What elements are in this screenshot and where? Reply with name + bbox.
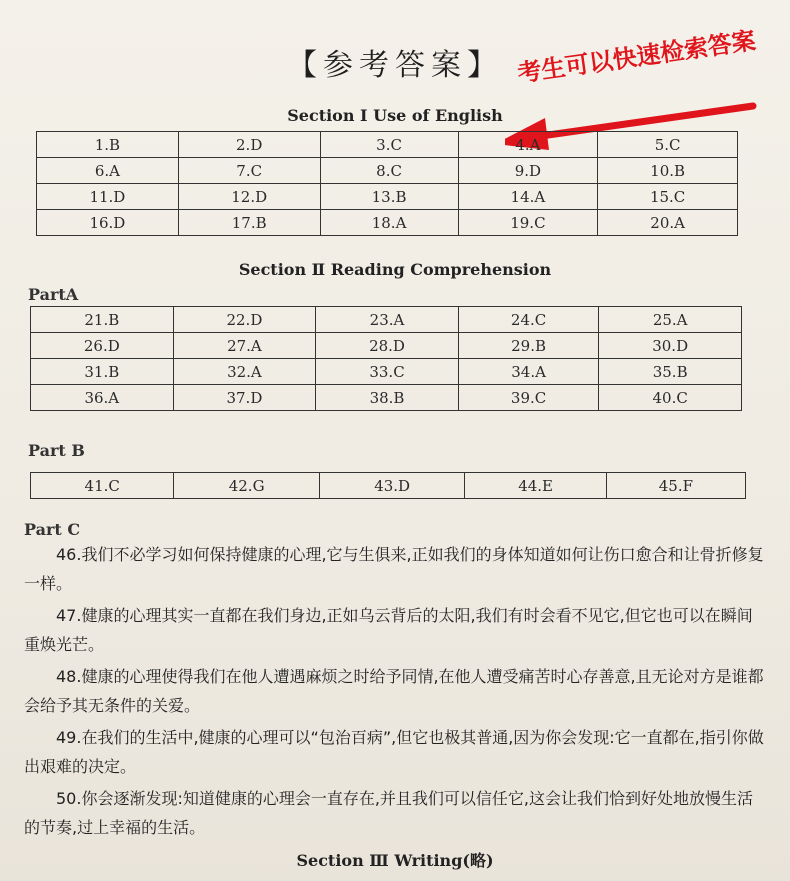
answer-row <box>31 307 742 333</box>
answer-cell: 4.A <box>458 132 598 158</box>
partC-paragraph-46: 46.我们不必学习如何保持健康的心理,它与生俱来,正如我们的身体知道如何让伤口愈合和让骨折修复一样。 <box>24 545 764 593</box>
answer-row <box>37 210 738 236</box>
answer-cell: 23.A <box>316 307 459 333</box>
answer-cell: 5.C <box>598 132 738 158</box>
partC-text <box>24 540 764 845</box>
partC-paragraph-49: 49.在我们的生活中,健康的心理可以“包治百病”,但它也极其普通,因为你会发现:它一直都在,指引你做出艰难的决定。 <box>24 728 764 776</box>
page-title: 【参考答案】 <box>287 48 503 83</box>
answer-row <box>31 359 742 385</box>
answer-cell: 39.C <box>458 385 599 411</box>
answer-cell: 37.D <box>173 385 316 411</box>
answer-cell: 40.C <box>599 385 742 411</box>
answer-row <box>31 333 742 359</box>
answer-cell: 21.B <box>31 307 174 333</box>
answer-cell: 41.C <box>31 473 174 499</box>
answer-cell: 12.D <box>178 184 320 210</box>
answer-cell: 33.C <box>316 359 459 385</box>
partC-paragraph-47: 47.健康的心理其实一直都在我们身边,正如乌云背后的太阳,我们有时会看不见它,但它也可以在瞬间重焕光芒。 <box>24 606 753 654</box>
answer-cell: 14.A <box>458 184 598 210</box>
red-annotation <box>505 26 775 144</box>
partA-answer-table <box>30 306 742 411</box>
answer-cell: 13.B <box>320 184 458 210</box>
answer-cell: 6.A <box>37 158 179 184</box>
answer-cell: 11.D <box>37 184 179 210</box>
partC-paragraph-50: 50.你会逐渐发现:知道健康的心理会一直存在,并且我们可以信任它,这会让我们恰到好处地放慢生活的节奏,过上幸福的生活。 <box>24 789 754 837</box>
answer-cell: 36.A <box>31 385 174 411</box>
answer-row <box>37 132 738 158</box>
answer-cell: 34.A <box>458 359 599 385</box>
answer-cell: 10.B <box>598 158 738 184</box>
answer-cell: 38.B <box>316 385 459 411</box>
answer-cell: 43.D <box>319 473 465 499</box>
answer-cell: 15.C <box>598 184 738 210</box>
answer-row <box>31 385 742 411</box>
answer-cell: 27.A <box>173 333 316 359</box>
answer-cell: 3.C <box>320 132 458 158</box>
answer-cell: 45.F <box>606 473 745 499</box>
partA-label: PartA <box>28 285 79 304</box>
answer-cell: 44.E <box>465 473 606 499</box>
answer-cell: 7.C <box>178 158 320 184</box>
answer-cell: 42.G <box>174 473 319 499</box>
answer-cell: 30.D <box>599 333 742 359</box>
answer-cell: 18.A <box>320 210 458 236</box>
answer-cell: 9.D <box>458 158 598 184</box>
answer-cell: 25.A <box>599 307 742 333</box>
answer-cell: 1.B <box>37 132 179 158</box>
answer-cell: 26.D <box>31 333 174 359</box>
partB-answer-table <box>30 472 746 499</box>
answer-cell: 8.C <box>320 158 458 184</box>
section1-answer-table <box>36 131 738 236</box>
answer-cell: 22.D <box>173 307 316 333</box>
answer-row <box>37 184 738 210</box>
section1-heading: Section Ⅰ Use of English <box>287 106 503 125</box>
answer-cell: 16.D <box>37 210 179 236</box>
partC-label: Part C <box>24 520 81 539</box>
annotation-text: 考生可以快速检索答案 <box>515 26 758 88</box>
partB-label: Part B <box>28 441 85 460</box>
answer-cell: 19.C <box>458 210 598 236</box>
answer-cell: 2.D <box>178 132 320 158</box>
answer-cell: 24.C <box>458 307 599 333</box>
section3-heading: Section Ⅲ Writing(略) <box>296 851 494 870</box>
partC-paragraph-48: 48.健康的心理使得我们在他人遭遇麻烦之时给予同情,在他人遭受痛苦时心存善意,且无论对方是谁都会给予其无条件的关爱。 <box>24 667 764 715</box>
answer-cell: 35.B <box>599 359 742 385</box>
answer-row <box>37 158 738 184</box>
answer-cell: 28.D <box>316 333 459 359</box>
answer-row <box>31 473 746 499</box>
answer-cell: 31.B <box>31 359 174 385</box>
section2-heading: Section Ⅱ Reading Comprehension <box>238 260 552 279</box>
answer-cell: 29.B <box>458 333 599 359</box>
answer-cell: 32.A <box>173 359 316 385</box>
answer-cell: 17.B <box>178 210 320 236</box>
answer-cell: 20.A <box>598 210 738 236</box>
